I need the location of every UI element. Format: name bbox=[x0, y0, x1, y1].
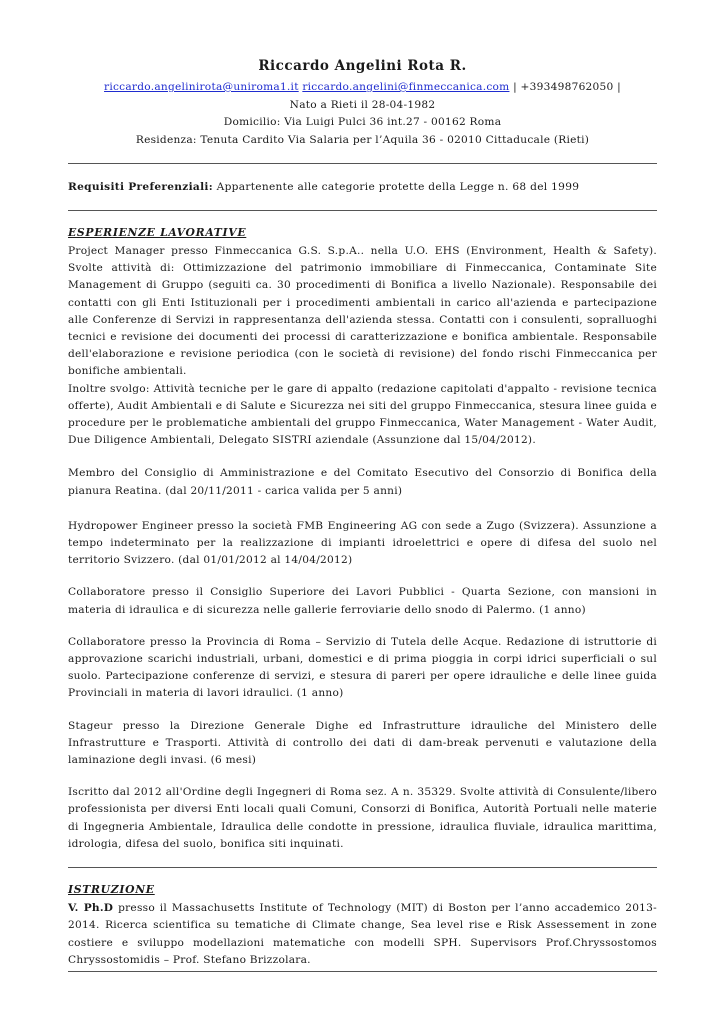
education-section-title: ISTRUZIONE bbox=[68, 883, 155, 897]
email-link-finmeccanica[interactable]: riccardo.angelini@finmeccanica.com bbox=[302, 81, 510, 93]
birth-info: Nato a Rieti il 28-04-1982 bbox=[289, 98, 436, 111]
divider bbox=[68, 210, 657, 211]
phone-number: | +393498762050 | bbox=[513, 81, 621, 93]
experience-item: Inoltre svolgo: Attività tecniche per le gare di appalto (redazione capitolati d'appalto - revisione tecnica offerte), Audit Ambientali e di Salute e Sicurezza nei siti del gruppo Finmeccanica, stesura linee guida e procedure per le problematiche ambientali del gruppo Finmeccanica, Water Management - Water Audit, Due Diligence Ambientali, Delegato SISTRI aziendale (Assunzione dal 15/04/2012). bbox=[68, 382, 657, 447]
email-link-uniroma[interactable]: riccardo.angelinirota@uniroma1.it bbox=[104, 81, 299, 93]
contact-line-emails bbox=[68, 79, 657, 97]
domicile-info: Domicilio: Via Luigi Pulci 36 int.27 - 00162 Roma bbox=[223, 116, 502, 128]
divider bbox=[68, 867, 657, 868]
residence-info: Residenza: Tenuta Cardito Via Salaria per l’Aquila 36 - 02010 Cittaducale (Rieti) bbox=[135, 133, 590, 146]
cv-name: Riccardo Angelini Rota R. bbox=[258, 58, 467, 74]
education-degree: V. Ph.D bbox=[68, 902, 114, 915]
experience-item: Collaboratore presso la Provincia di Roma – Servizio di Tutela delle Acque. Redazione di istruttorie di approvazione scarichi industriali, urbani, domestici e di prima pioggia in corpi idrici superficiali o sul suolo. Partecipazione conferenze di servizi, e stesura di pareri per opere idrauliche e delle linee guida Provinciali in materia di lavori idraulici. (1 anno) bbox=[68, 635, 657, 700]
requirements-label: Requisiti Preferenziali: bbox=[68, 181, 213, 193]
experience-item: Collaboratore presso il Consiglio Superiore dei Lavori Pubblici - Quarta Sezione, con mansioni in materia di idraulica e di sicurezza nelle gallerie ferroviarie dello snodo di Palermo. (1 anno) bbox=[68, 586, 657, 616]
contact-block bbox=[68, 79, 657, 149]
requirements-line bbox=[68, 179, 657, 196]
experience-item: Hydropower Engineer presso la società FMB Engineering AG con sede a Zugo (Svizzera). Assunzione a tempo indeterminato per la realizzazione di impianti idroelettrici e opere di difesa del suolo nel territorio Svizzero. (dal 01/01/2012 al 14/04/2012) bbox=[68, 519, 657, 567]
cv-page bbox=[68, 58, 657, 972]
education-item bbox=[68, 900, 657, 969]
experience-item: Membro del Consiglio di Amministrazione e del Comitato Esecutivo del Consorzio di Bonifica della pianura Reatina. (dal 20/11/2011 - carica valida per 5 anni) bbox=[68, 467, 657, 497]
divider bbox=[68, 971, 657, 972]
requirements-text: Appartenente alle categorie protette della Legge n. 68 del 1999 bbox=[216, 181, 580, 193]
experience-item: Iscritto dal 2012 all'Ordine degli Ingegneri di Roma sez. A n. 35329. Svolte attività di Consulente/libero professionista per diversi Enti locali quali Comuni, Consorzi di Bonifica, Autorità Portuali nelle materie di Ingegneria Ambientale, Idraulica delle condotte in pressione, idraulica fluviale, idraulica marittima, idrologia, difesa del suolo, bonifica siti inquinati. bbox=[68, 786, 657, 850]
education-description: presso il Massachusetts Institute of Technology (MIT) di Boston per l’anno accademico 2013-2014. Ricerca scientifica su tematiche di Climate change, Sea level rise e Risk Assessement in zone costiere e sviluppo modellazioni matematiche con modelli SPH. Supervisors Prof.Chryssostomos Chryssostomidis – Prof. Stefano Brizzolara. bbox=[68, 902, 657, 966]
divider bbox=[68, 163, 657, 164]
experience-item: Project Manager presso Finmeccanica G.S. S.p.A.. nella U.O. EHS (Environment, Health & Safety). Svolte attività di: Ottimizzazione del patrimonio immobiliare di Finmeccanica, Contaminate Site Management di Gruppo (seguiti ca. 30 procedimenti di Bonifica a livello Nazionale). Responsabile dei contatti con gli Enti Istituzionali per i procedimenti ambientali in carico all'azienda e partecipazione alle Conferenze di Servizi in rappresentanza dell'azienda stessa. Contatti con i consulenti, sopralluoghi tecnici e revisione dei documenti dei processi di caratterizzazione e bonifica ambientale. Responsabile dell'elaborazione e revisione periodica (con le società di revisione) del fondo rischi Finmeccanica per bonifiche ambientali. bbox=[68, 245, 657, 378]
experience-item: Stageur presso la Direzione Generale Dighe ed Infrastrutture idrauliche del Ministero delle Infrastrutture e Trasporti. Attività di controllo dei dati di dam-break pervenuti e valutazione della laminazione degli invasi. (6 mesi) bbox=[68, 719, 657, 767]
experience-section-title: ESPERIENZE LAVORATIVE bbox=[68, 226, 247, 239]
